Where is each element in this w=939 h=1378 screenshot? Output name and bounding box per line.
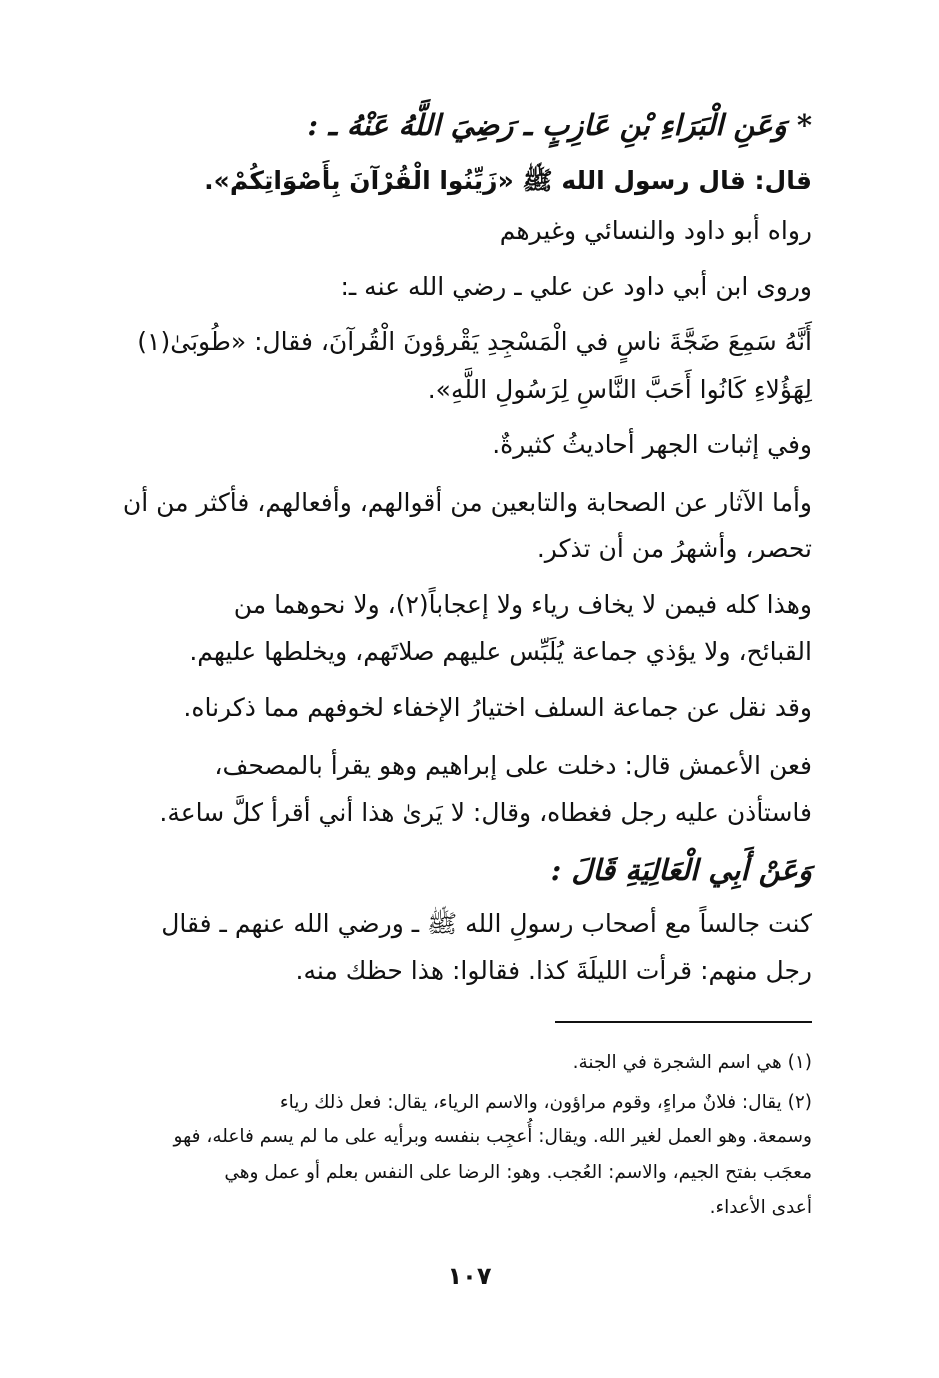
text-line: القبائح، ولا يؤذي جماعة يُلَبِّس عليهم صلاتَهم، ويخلطها عليهم.	[189, 637, 812, 666]
text-line: لِهَؤُلاءِ كَانُوا أَحَبَّ النَّاسِ لِرَسُولِ اللَّهِ».	[427, 375, 812, 404]
text-line: وفي إثبات الجهر أحاديثُ كثيرةٌ.	[492, 430, 812, 459]
text-line: وأما الآثار عن الصحابة والتابعين من أقوالهم، وأفعالهم، فأكثر من أن	[122, 488, 812, 517]
footnote-2-line: (٢) يقال: فلانٌ مراءٍ، وقوم مراؤون، والاسم الرياء، يقال: فعل ذلك رياء	[279, 1092, 812, 1113]
text-line: رجل منهم: قرأت الليلَةَ كذا. فقالوا: هذا حظك منه.	[295, 956, 812, 985]
text-line: قال: قال رسول الله ﷺ «زَيِّنُوا الْقُرْآنَ بِأَصْوَاتِكُمْ».	[204, 166, 812, 195]
hadith-heading-bara: * وَعَنِ الْبَرَاءِ بْنِ عَازِبٍ ـ رَضِيَ اللَّهُ عَنْهُ ـ :	[307, 108, 812, 142]
text-line: كنت جالساً مع أصحاب رسولِ الله ﷺ ـ ورضي الله عنهم ـ فقال	[161, 909, 812, 938]
text-line: رواه أبو داود والنسائي وغيرهم	[499, 216, 812, 245]
footnote-1: (١) هي اسم الشجرة في الجنة.	[572, 1052, 812, 1073]
text-line: وروى ابن أبي داود عن علي ـ رضي الله عنه ـ:	[340, 272, 812, 301]
text-line: أَنَّهُ سَمِعَ ضَجَّةَ ناسٍ في الْمَسْجِدِ يَقْرؤونَ الْقُرآنَ، فقال: «طُوبَىٰ(١)	[137, 327, 812, 356]
page-number: ١٠٧	[447, 1262, 492, 1290]
text-line: فاستأذن عليه رجل فغطاه، وقال: لا يَرىٰ هذا أني أقرأ كلَّ ساعة.	[159, 798, 812, 827]
text-line: فعن الأعمش قال: دخلت على إبراهيم وهو يقرأ بالمصحف،	[214, 751, 812, 780]
text-line: وقد نقل عن جماعة السلف اختيارُ الإخفاء لخوفهم مما ذكرناه.	[183, 693, 812, 722]
footnote-2-line: أعدى الأعداء.	[709, 1197, 812, 1218]
footnote-2-line: معجَب بفتح الجيم، والاسم: العُجب. وهو: الرضا على النفس بعلم أو عمل وهي	[224, 1162, 812, 1183]
footnote-2-line: وسمعة. وهو العمل لغير الله. ويقال: أُعجِب بنفسه وبرأيه على ما لم يسم فاعله، فهو	[173, 1126, 812, 1147]
text-line: تحصر، وأشهرُ من أن تذكر.	[536, 534, 812, 563]
text-line: وهذا كله فيمن لا يخاف رياء ولا إعجاباً(٢)، ولا نحوهما من	[233, 590, 812, 619]
footnotes	[112, 0, 812, 1240]
hadith-heading-abul-aliya: وَعَنْ أَبِي الْعَالِيَةِ قَالَ :	[550, 853, 812, 887]
